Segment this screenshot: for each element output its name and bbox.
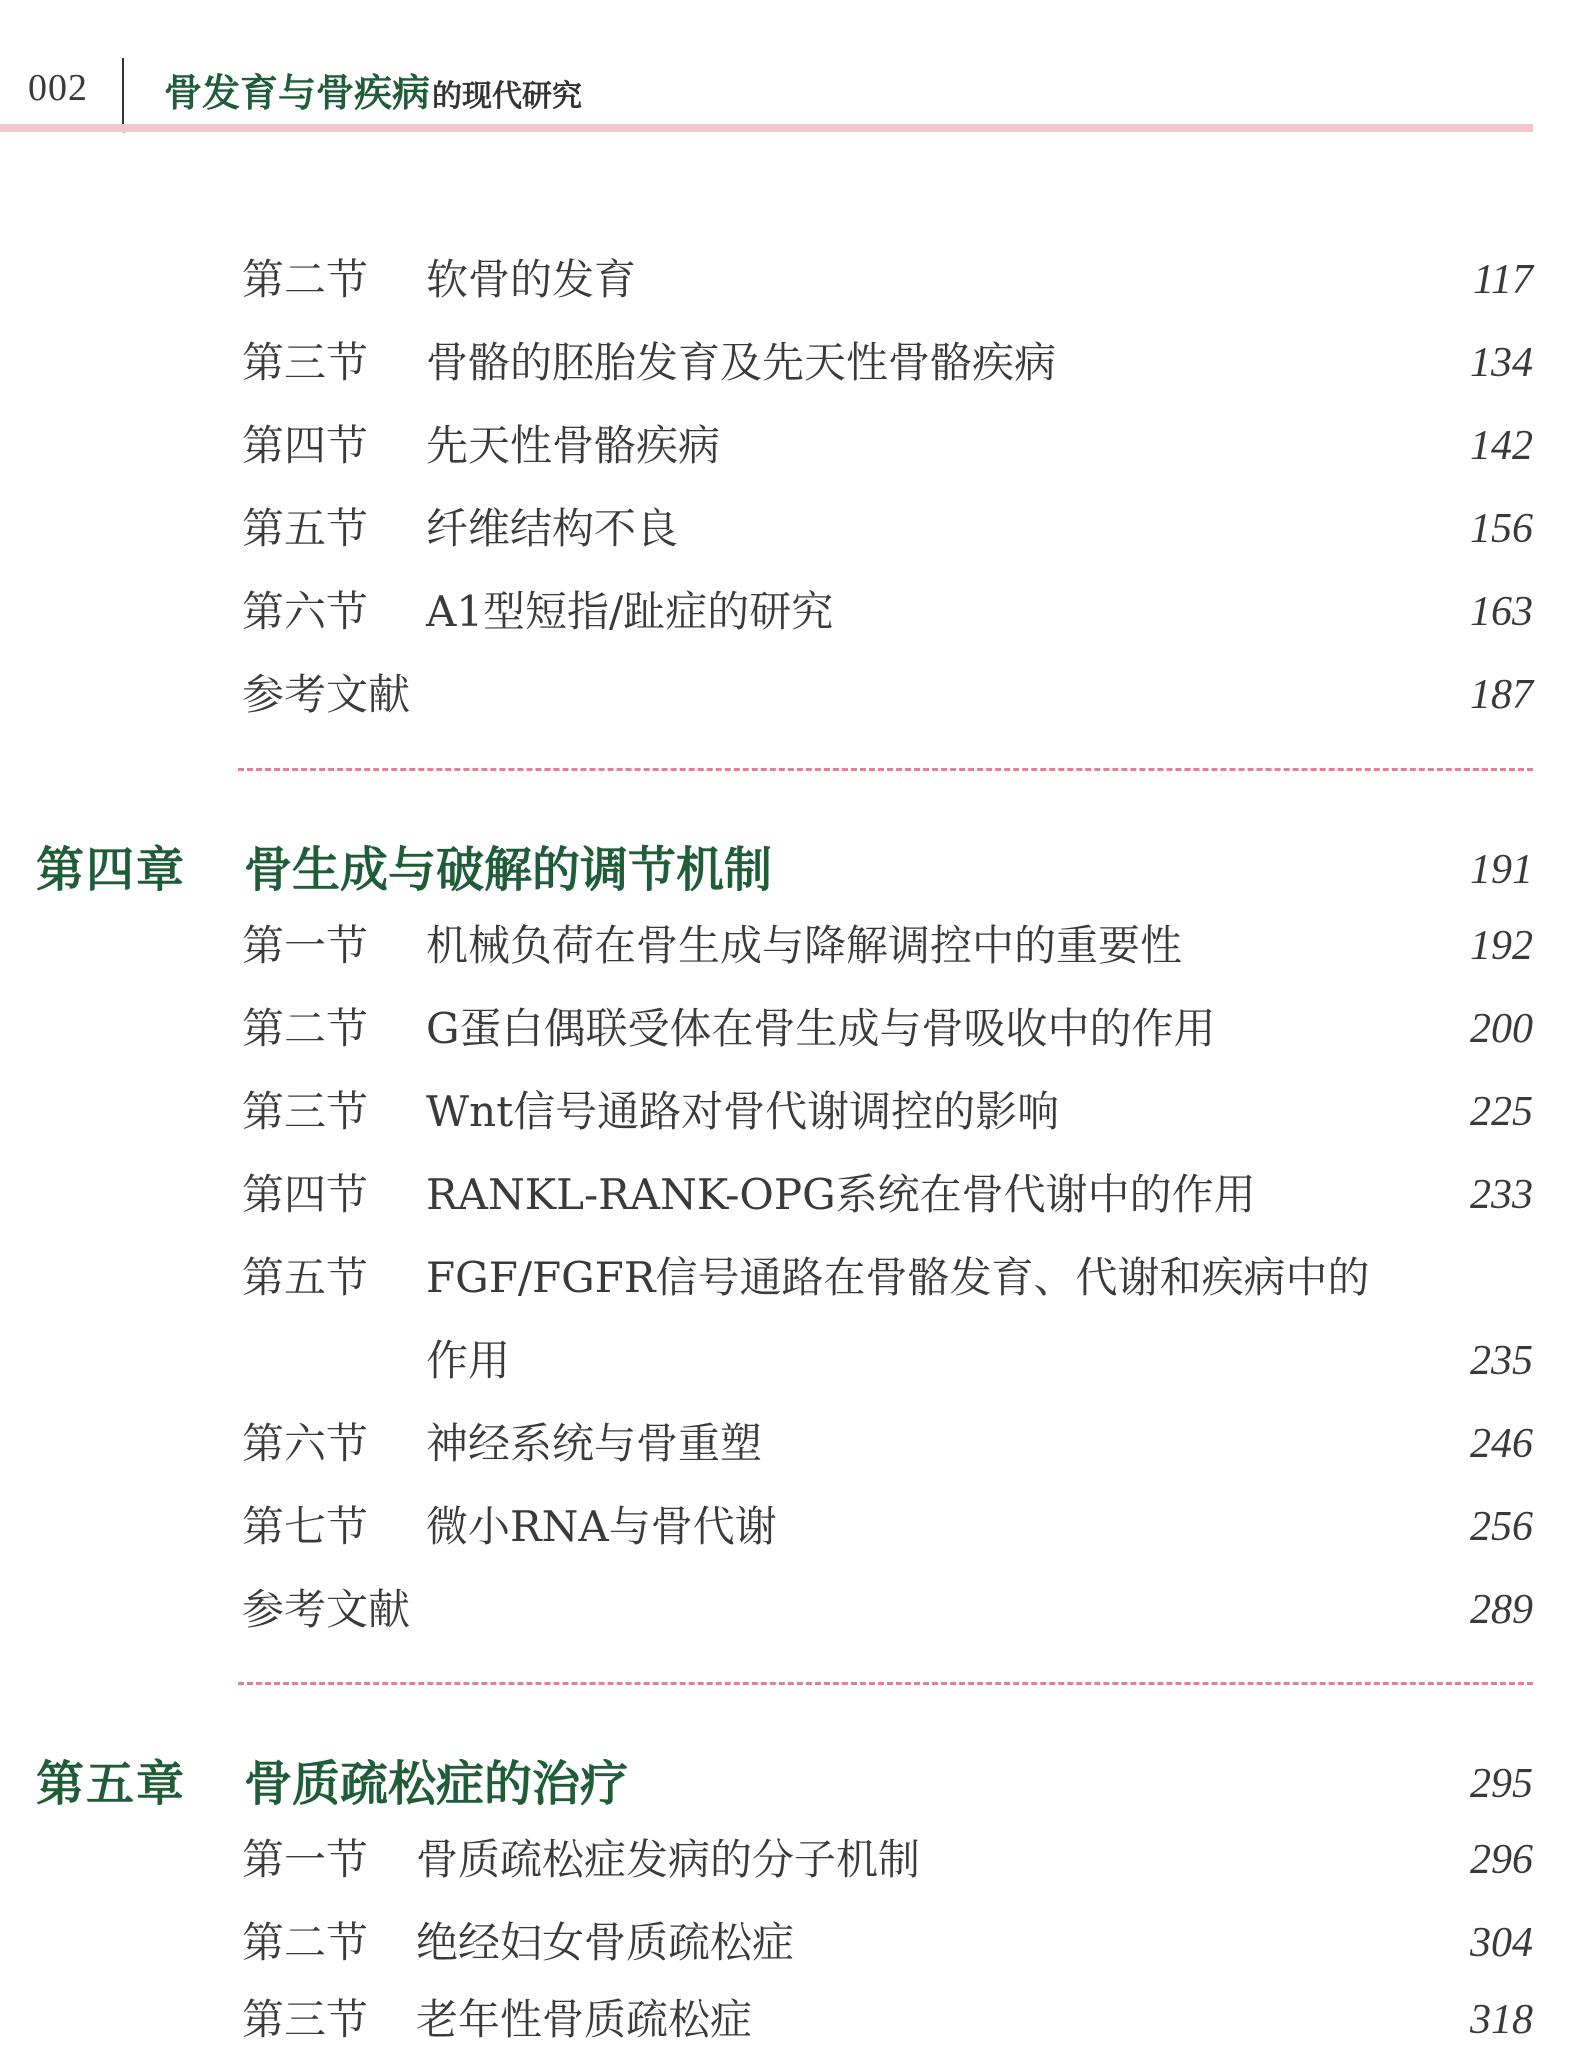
section-title: 先天性骨骼疾病 [426,421,721,470]
section-page: 296 [1470,1837,1533,1883]
toc-entry[interactable] [0,582,1581,642]
section-title: 骨质疏松症发病的分子机制 [416,1835,921,1884]
toc-entry[interactable] [0,1414,1581,1474]
header-rule [0,124,1533,132]
toc-entry[interactable] [0,1913,1581,1973]
section-page: 134 [1470,340,1533,386]
section-page: 233 [1470,1172,1533,1218]
book-title [164,62,582,117]
chapter-title: 骨质疏松症的治疗 [244,1756,629,1812]
section-page: 200 [1470,1006,1533,1052]
section-title: A1型短指/趾症的研究 [426,587,834,636]
toc-entry[interactable] [0,999,1581,1059]
references-label: 参考文献 [242,1585,411,1634]
section-title: RANKL-RANK-OPG系统在骨代谢中的作用 [426,1170,1256,1219]
header-rule-notch [112,124,136,134]
toc-entry[interactable] [0,1165,1581,1225]
toc-entry-continuation[interactable] [0,1331,1581,1391]
toc-entry[interactable] [0,1248,1581,1308]
chapter-page: 295 [1470,1761,1533,1807]
toc-entry[interactable] [0,1830,1581,1890]
section-title: G蛋白偶联受体在骨生成与骨吸收中的作用 [426,1004,1216,1053]
chapter-separator [238,1682,1533,1685]
references-label: 参考文献 [242,670,411,719]
chapter-title: 骨生成与破解的调节机制 [244,842,773,898]
section-label: 第四节 [242,421,369,470]
section-page: 318 [1470,1997,1533,2043]
section-label: 第五节 [242,1253,369,1302]
chapter-label: 第五章 [36,1756,187,1812]
toc-entry-references[interactable] [0,665,1581,725]
section-page: 246 [1470,1421,1533,1467]
header-divider [122,58,124,124]
chapter-heading[interactable] [0,1750,1581,1818]
toc-entry[interactable] [0,1497,1581,1557]
section-title: 骨骼的胚胎发育及先天性骨骼疾病 [426,338,1057,387]
section-label: 第一节 [242,921,369,970]
toc-entry[interactable] [0,250,1581,310]
section-title: 纤维结构不良 [426,504,679,553]
toc-entry-partial[interactable] [0,1990,1581,2050]
section-page: 117 [1473,257,1533,303]
section-page: 156 [1470,506,1533,552]
section-title: 机械负荷在骨生成与降解调控中的重要性 [426,921,1183,970]
toc-entry[interactable] [0,499,1581,559]
book-title-sub: 的现代研究 [432,79,583,114]
section-page: 235 [1470,1338,1533,1384]
section-label: 第五节 [242,504,369,553]
toc-entry[interactable] [0,1082,1581,1142]
section-label: 第七节 [242,1502,369,1551]
section-label: 第三节 [242,1995,369,2044]
section-title: 老年性骨质疏松症 [416,1995,753,2044]
section-page: 225 [1470,1089,1533,1135]
page-number: 002 [28,67,88,109]
section-title: 作用 [426,1336,511,1385]
toc-entry[interactable] [0,916,1581,976]
section-label: 第二节 [242,255,369,304]
chapter-page: 191 [1470,847,1533,893]
book-title-main: 骨发育与骨疾病 [164,71,431,115]
toc-entry-references[interactable] [0,1580,1581,1640]
section-title: 绝经妇女骨质疏松症 [416,1918,795,1967]
toc-entry[interactable] [0,416,1581,476]
section-label: 第一节 [242,1835,369,1884]
section-title: FGF/FGFR信号通路在骨骼发育、代谢和疾病中的 [426,1253,1370,1302]
section-label: 第二节 [242,1918,369,1967]
references-page: 289 [1470,1587,1533,1633]
section-label: 第三节 [242,338,369,387]
section-page: 256 [1470,1504,1533,1550]
section-label: 第二节 [242,1004,369,1053]
page-header [0,0,1581,140]
section-page: 163 [1470,589,1533,635]
chapter-heading[interactable] [0,836,1581,904]
section-page: 142 [1470,423,1533,469]
chapter-label: 第四章 [36,842,187,898]
section-title: 微小RNA与骨代谢 [426,1502,777,1551]
section-label: 第四节 [242,1170,369,1219]
section-title: 神经系统与骨重塑 [426,1419,763,1468]
toc-entry[interactable] [0,333,1581,393]
section-label: 第三节 [242,1087,369,1136]
section-title: 软骨的发育 [426,255,637,304]
section-title: Wnt信号通路对骨代谢调控的影响 [426,1087,1060,1136]
chapter-separator [238,768,1533,771]
section-page: 304 [1470,1920,1533,1966]
section-label: 第六节 [242,1419,369,1468]
section-page: 192 [1470,923,1533,969]
references-page: 187 [1470,672,1533,718]
section-label: 第六节 [242,587,369,636]
